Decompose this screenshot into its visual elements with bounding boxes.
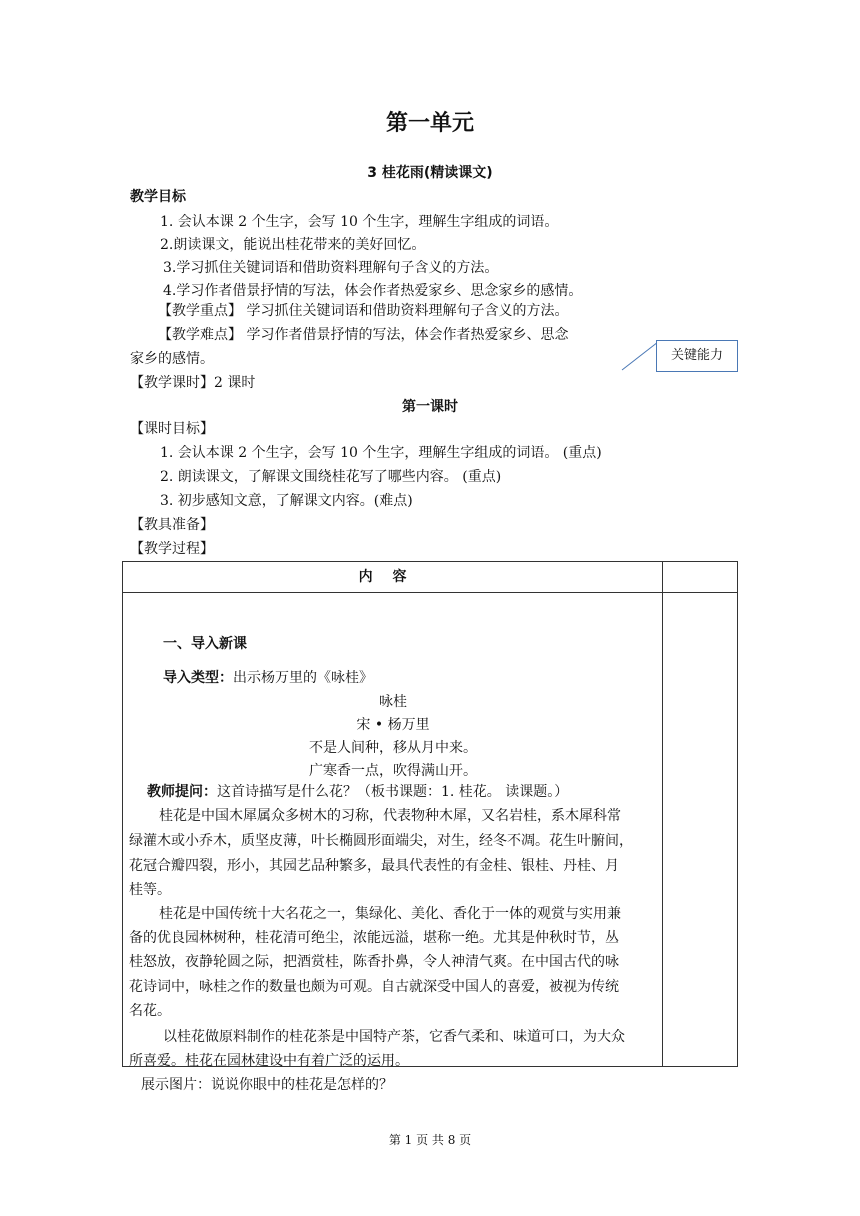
table-content-row xyxy=(123,593,738,1067)
first-lesson-heading: 第一课时 xyxy=(402,399,458,415)
objectives-heading: 教学目标 xyxy=(130,189,186,205)
intro-type-text: 出示杨万里的《咏桂》 xyxy=(233,670,373,686)
poem-author: 宋 • 杨万里 xyxy=(356,717,430,733)
lesson-goal-item: 3. 初步感知文意，了解课文内容。(难点) xyxy=(160,493,413,509)
paragraph-line: 桂怒放，夜静轮圆之际，把酒赏桂，陈香扑鼻，令人神清气爽。在中国古代的咏 xyxy=(129,954,619,970)
paragraph-line: 桂等。 xyxy=(129,882,171,898)
paragraph-line: 花冠合瓣四裂，形小，其园艺品种繁多，最具代表性的有金桂、银桂、丹桂、月 xyxy=(129,858,619,874)
paragraph-line: 备的优良园林树种，桂花清可绝尘，浓能远溢，堪称一绝。尤其是仲秋时节，丛 xyxy=(129,930,619,946)
key-ability-callout: 关键能力 xyxy=(656,340,738,372)
process-heading: 【教学过程】 xyxy=(130,541,214,557)
class-hours: 【教学课时】2 课时 xyxy=(130,375,256,391)
poem-line: 广寒香一点，吹得满山开。 xyxy=(309,763,477,779)
key-point: 【教学重点】 学习抓住关键词语和借助资料理解句子含义的方法。 xyxy=(158,303,569,319)
unit-title: 第一单元 xyxy=(385,111,474,136)
paragraph-line: 花诗词中，咏桂之作的数量也颇为可观。自古就深受中国人的喜爱，被视为传统 xyxy=(129,979,619,995)
difficulty-point-continued: 家乡的感情。 xyxy=(130,351,214,367)
teacher-question-label: 教师提问： xyxy=(147,784,217,800)
paragraph-line: 以桂花做原料制作的桂花茶是中国特产茶，它香气柔和、味道可口，为大众 xyxy=(163,1029,625,1045)
notes-column-header xyxy=(663,562,738,593)
teacher-question xyxy=(147,781,568,804)
notes-cell xyxy=(663,593,738,1067)
lesson-goals-heading: 【课时目标】 xyxy=(130,421,214,437)
show-pictures-prompt: 展示图片：说说你眼中的桂花是怎样的？ xyxy=(141,1077,393,1093)
objective-item: 2.朗读课文，能说出桂花带来的美好回忆。 xyxy=(160,237,426,253)
objective-item: 3.学习抓住关键词语和借助资料理解句子含义的方法。 xyxy=(163,260,499,276)
poem-line: 不是人间种，移从月中来。 xyxy=(309,740,477,756)
difficulty-point: 【教学难点】 学习作者借景抒情的写法，体会作者热爱家乡、思念 xyxy=(158,327,569,343)
paragraph-line: 所喜爱。桂花在园林建设中有着广泛的运用。 xyxy=(129,1053,409,1069)
lesson-goal-item: 1. 会认本课 2 个生字，会写 10 个生字，理解生字组成的词语。 (重点) xyxy=(160,445,602,461)
objective-item: 4.学习作者借景抒情的写法，体会作者热爱家乡、思念家乡的感情。 xyxy=(163,283,583,299)
content-column-header: 内容 xyxy=(123,562,663,593)
teacher-question-text: 这首诗描写是什么花？（板书课题：1. 桂花。 读课题。） xyxy=(217,784,569,800)
poem-title: 咏桂 xyxy=(379,694,407,710)
section-title: 一、导入新课 xyxy=(163,636,247,652)
intro-type-label: 导入类型： xyxy=(163,670,233,686)
lesson-title: 3 桂花雨(精读课文) xyxy=(367,165,493,181)
objective-item: 1. 会认本课 2 个生字，会写 10 个生字，理解生字组成的词语。 xyxy=(160,214,559,230)
page-footer: 第 1 页 共 8 页 xyxy=(388,1133,472,1147)
paragraph-line: 桂花是中国木犀属众多树木的习称，代表物种木犀，又名岩桂，系木犀科常 xyxy=(159,808,621,824)
lesson-process-table xyxy=(122,561,738,1093)
lesson-goal-item: 2. 朗读课文，了解课文围绕桂花写了哪些内容。 (重点) xyxy=(160,469,502,485)
content-cell xyxy=(123,593,663,1093)
callout-pointer-line xyxy=(620,340,660,372)
paragraph-line: 名花。 xyxy=(129,1003,171,1019)
tools-heading: 【教具准备】 xyxy=(130,517,214,533)
intro-type xyxy=(163,667,373,690)
table-header-row xyxy=(123,562,738,593)
paragraph-line: 桂花是中国传统十大名花之一，集绿化、美化、香化于一体的观赏与实用兼 xyxy=(159,906,621,922)
paragraph-line: 绿灌木或小乔木，质坚皮薄，叶长椭圆形面端尖，对生，经冬不凋。花生叶腑间， xyxy=(129,833,633,849)
